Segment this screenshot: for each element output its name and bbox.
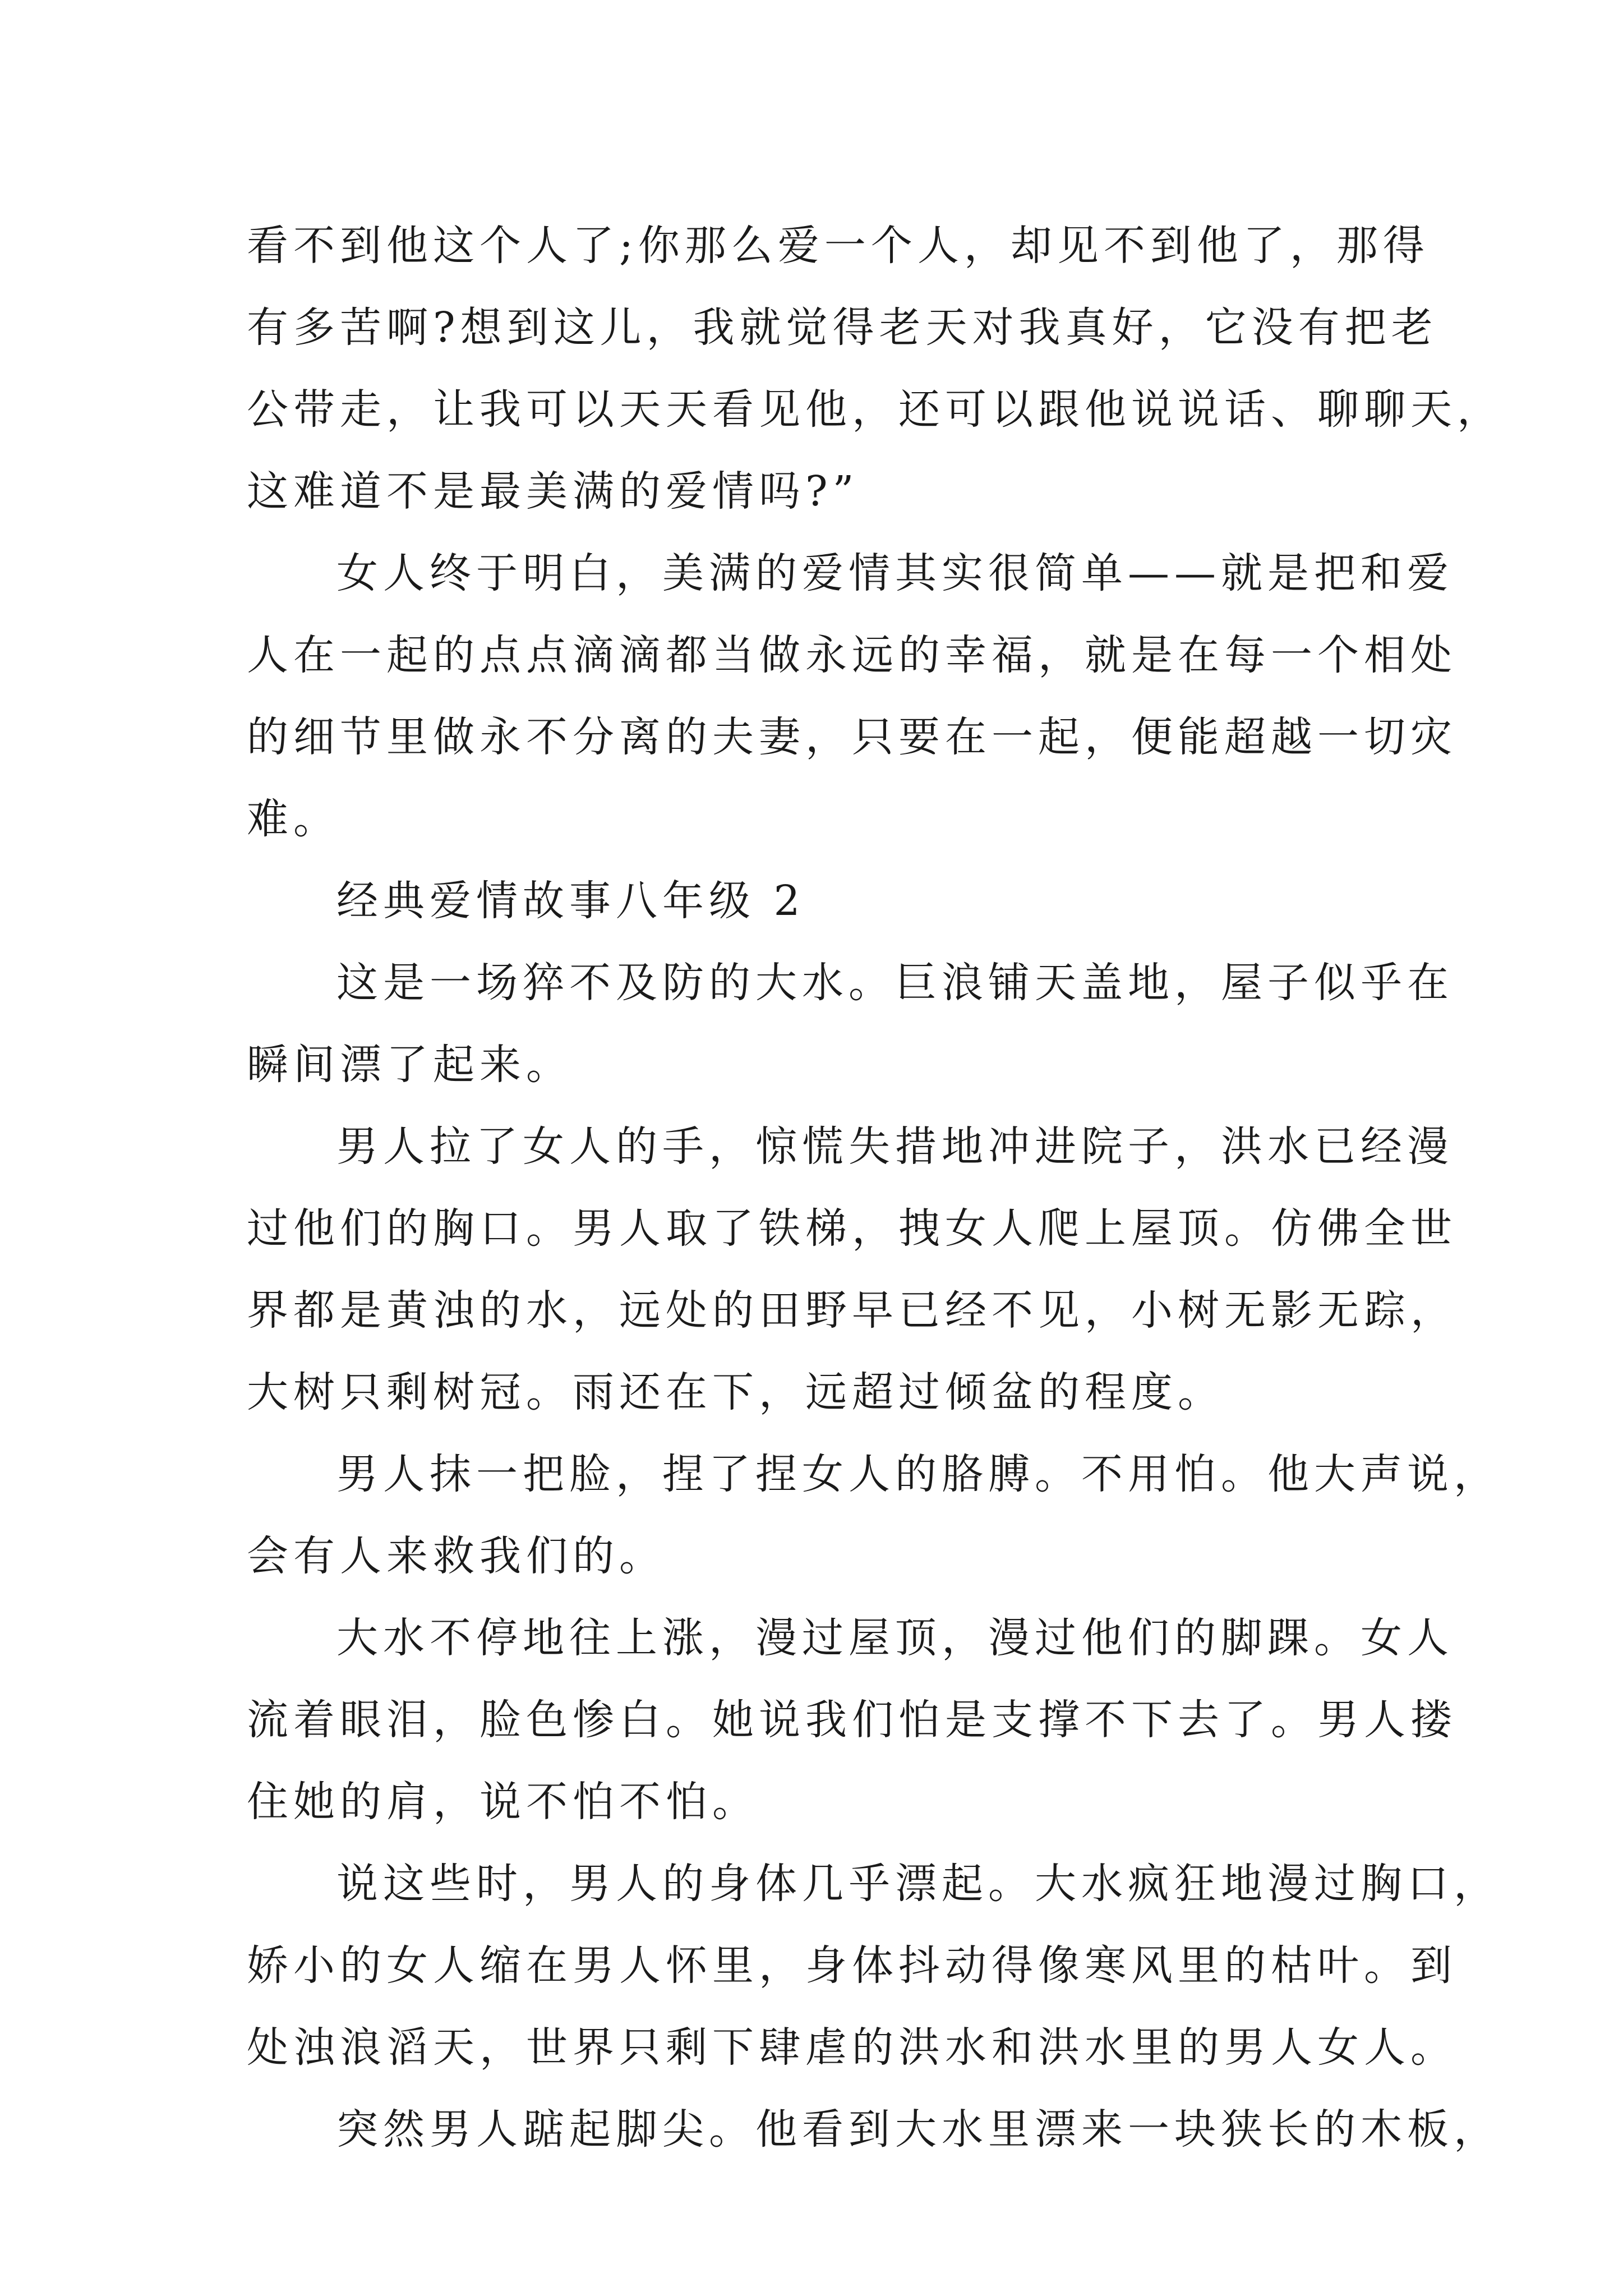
text-line: 这难道不是最美满的爱情吗?” [247,467,859,516]
text-line: 看不到他这个人了;你那么爱一个人，却见不到他了，那得 [247,222,1430,270]
section-heading [247,860,1391,942]
paragraph-7 [247,1843,1500,2088]
heading-text: 经典爱情故事八年级 2 [336,877,805,925]
text-line: 大水不停地往上涨，漫过屋顶，漫过他们的脚踝。女人 [336,1614,1454,1662]
paragraph-8 [247,2088,1500,2170]
text-line: 会有人来救我们的。 [247,1532,666,1580]
text-line: 公带走，让我可以天天看见他，还可以跟他说说话、聊聊天， [247,385,1504,434]
paragraph-6 [247,1597,1457,1843]
text-line: 男人拉了女人的手，惊慌失措地冲进院子，洪水已经漫 [336,1122,1454,1171]
text-line: 过他们的胸口。男人取了铁梯，拽女人爬上屋顶。仿佛全世 [247,1204,1457,1253]
text-line: 人在一起的点点滴滴都当做永远的幸福，就是在每一个相处 [247,631,1457,679]
text-line: 女人终于明白，美满的爱情其实很简单——就是把和爱 [336,549,1454,597]
paragraph-2 [247,532,1457,860]
paragraph-5 [247,1433,1500,1597]
paragraph-3 [247,942,1454,1106]
text-line: 住她的肩，说不怕不怕。 [247,1778,759,1826]
text-line: 的细节里做永不分离的夫妻，只要在一起，便能超越一切灾 [247,713,1457,761]
document-body [247,205,1504,2170]
text-line: 处浊浪滔天，世界只剩下肆虐的洪水和洪水里的男人女人。 [247,2023,1457,2072]
text-line: 娇小的女人缩在男人怀里，身体抖动得像寒风里的枯叶。到 [247,1941,1457,1990]
text-line: 这是一场猝不及防的大水。巨浪铺天盖地，屋子似乎在 [336,959,1454,1007]
text-line: 瞬间漂了起来。 [247,1041,573,1089]
paragraph-1 [247,205,1504,532]
text-line: 流着眼泪，脸色惨白。她说我们怕是支撑不下去了。男人搂 [247,1696,1457,1744]
text-line: 说这些时，男人的身体几乎漂起。大水疯狂地漫过胸口， [336,1860,1500,1908]
text-line: 大树只剩树冠。雨还在下，远超过倾盆的程度。 [247,1368,1224,1416]
text-line: 界都是黄浊的水，远处的田野早已经不见，小树无影无踪， [247,1286,1457,1335]
paragraph-4 [247,1106,1457,1433]
text-line: 男人抹一把脸，捏了捏女人的胳膊。不用怕。他大声说， [336,1450,1500,1498]
text-line: 突然男人踮起脚尖。他看到大水里漂来一块狭长的木板， [336,2105,1500,2154]
text-line: 有多苦啊?想到这儿，我就觉得老天对我真好，它没有把老 [247,303,1438,352]
text-line: 难。 [247,795,340,843]
